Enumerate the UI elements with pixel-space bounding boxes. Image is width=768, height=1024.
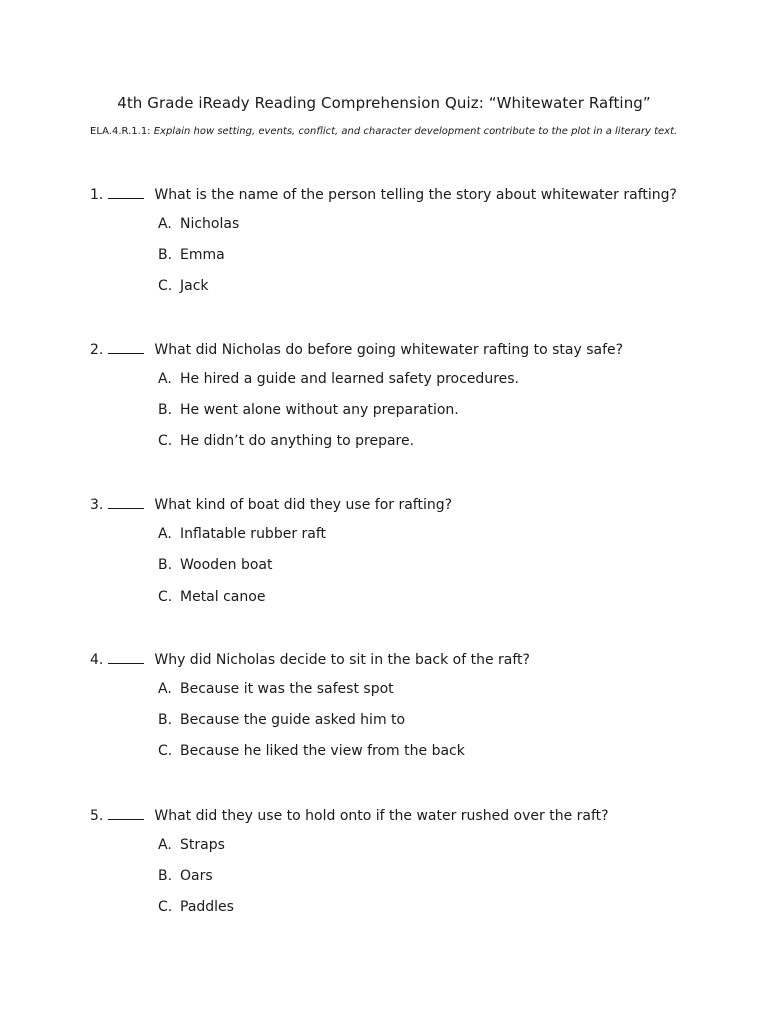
option-b <box>158 402 459 418</box>
option-text: He didn’t do anything to prepare. <box>180 433 415 449</box>
question-stem <box>90 496 452 513</box>
option-letter: C. <box>158 433 173 449</box>
question-stem <box>90 807 609 824</box>
option-text: Because he liked the view from the back <box>180 743 465 759</box>
option-letter: A. <box>158 216 172 232</box>
question-text: What did they use to hold onto if the water rushed over the raft? <box>154 808 609 824</box>
option-c <box>158 899 234 915</box>
standard-line <box>90 126 677 137</box>
option-letter: C. <box>158 278 173 294</box>
question-stem <box>90 651 530 668</box>
option-letter: C. <box>158 743 173 759</box>
option-b <box>158 247 225 263</box>
question-text: What kind of boat did they use for rafting? <box>154 497 453 513</box>
question-text: What is the name of the person telling the story about whitewater rafting? <box>154 187 677 203</box>
answer-blank[interactable] <box>108 186 144 199</box>
option-b <box>158 712 405 728</box>
page-title: 4th Grade iReady Reading Comprehension Quiz: “Whitewater Rafting” <box>117 94 651 112</box>
option-a <box>158 837 225 853</box>
option-text: Paddles <box>180 899 234 915</box>
option-text: Jack <box>180 278 209 294</box>
option-text: Because the guide asked him to <box>180 712 406 728</box>
option-text: Because it was the safest spot <box>180 681 394 697</box>
standard-code: ELA.4.R.1.1: <box>90 126 151 137</box>
option-text: Emma <box>180 247 225 263</box>
question-number: 2. <box>90 342 104 358</box>
answer-blank[interactable] <box>108 496 144 509</box>
option-b <box>158 868 213 884</box>
option-text: Oars <box>180 868 213 884</box>
option-text: Wooden boat <box>180 557 273 573</box>
standard-description: Explain how setting, events, conflict, and character development contribute to the plot in a literary text. <box>150 126 678 137</box>
option-letter: B. <box>158 402 173 418</box>
option-letter: B. <box>158 868 173 884</box>
question-stem <box>90 186 677 203</box>
option-c <box>158 743 465 759</box>
option-letter: C. <box>158 589 173 605</box>
question-stem <box>90 341 623 358</box>
option-text: He hired a guide and learned safety procedures. <box>180 371 520 387</box>
option-a <box>158 526 326 542</box>
option-text: Inflatable rubber raft <box>180 526 327 542</box>
answer-blank[interactable] <box>108 341 144 354</box>
question-number: 5. <box>90 808 104 824</box>
question-number: 1. <box>90 187 104 203</box>
option-text: Straps <box>180 837 225 853</box>
option-letter: C. <box>158 899 173 915</box>
option-c <box>158 433 414 449</box>
option-a <box>158 681 394 697</box>
option-letter: A. <box>158 837 172 853</box>
question-text: Why did Nicholas decide to sit in the back of the raft? <box>154 652 530 668</box>
option-letter: A. <box>158 371 172 387</box>
option-letter: A. <box>158 681 172 697</box>
option-c <box>158 589 265 605</box>
option-text: Metal canoe <box>180 589 266 605</box>
option-a <box>158 216 239 232</box>
question-number: 3. <box>90 497 104 513</box>
answer-blank[interactable] <box>108 651 144 664</box>
option-letter: B. <box>158 247 173 263</box>
option-c <box>158 278 209 294</box>
option-letter: A. <box>158 526 172 542</box>
question-text: What did Nicholas do before going whitewater rafting to stay safe? <box>154 342 624 358</box>
option-letter: B. <box>158 557 173 573</box>
option-text: He went alone without any preparation. <box>180 402 459 418</box>
answer-blank[interactable] <box>108 807 144 820</box>
option-text: Nicholas <box>180 216 240 232</box>
option-letter: B. <box>158 712 173 728</box>
option-b <box>158 557 273 573</box>
option-a <box>158 371 519 387</box>
question-number: 4. <box>90 652 104 668</box>
